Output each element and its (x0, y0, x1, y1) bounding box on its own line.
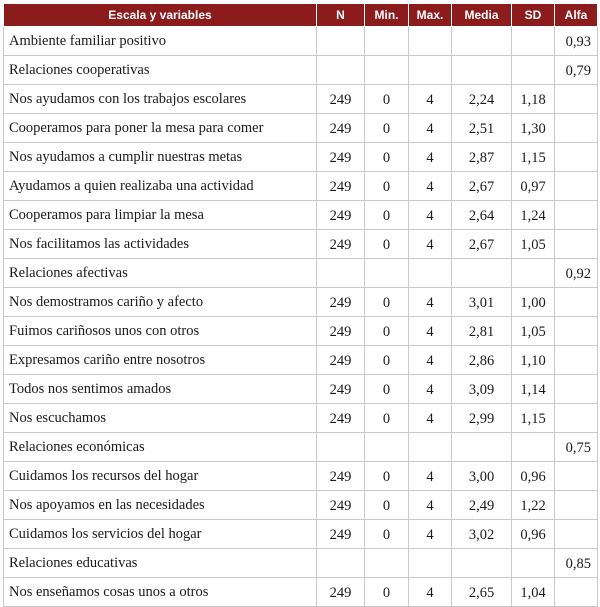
cell-media: 2,86 (452, 346, 512, 375)
cell-alfa: 0,79 (555, 56, 598, 85)
cell-n: 249 (317, 201, 365, 230)
cell-media: 3,00 (452, 462, 512, 491)
cell-label: Nos escuchamos (4, 404, 317, 433)
cell-max: 4 (409, 462, 452, 491)
cell-min (365, 259, 409, 288)
cell-alfa (555, 288, 598, 317)
cell-sd (512, 259, 555, 288)
cell-n: 249 (317, 578, 365, 607)
cell-media: 3,02 (452, 520, 512, 549)
table-row (4, 433, 598, 462)
cell-n (317, 433, 365, 462)
cell-media: 2,64 (452, 201, 512, 230)
cell-sd: 0,96 (512, 462, 555, 491)
cell-alfa (555, 317, 598, 346)
cell-media: 2,67 (452, 230, 512, 259)
cell-sd: 1,04 (512, 578, 555, 607)
cell-label: Relaciones afectivas (4, 259, 317, 288)
cell-min: 0 (365, 462, 409, 491)
cell-label: Fuimos cariñosos unos con otros (4, 317, 317, 346)
cell-min: 0 (365, 491, 409, 520)
cell-sd: 1,10 (512, 346, 555, 375)
cell-min (365, 56, 409, 85)
cell-alfa (555, 462, 598, 491)
cell-n: 249 (317, 375, 365, 404)
cell-media: 2,24 (452, 85, 512, 114)
cell-alfa (555, 201, 598, 230)
cell-max: 4 (409, 520, 452, 549)
cell-min: 0 (365, 346, 409, 375)
cell-max: 4 (409, 346, 452, 375)
cell-n (317, 259, 365, 288)
cell-min (365, 433, 409, 462)
cell-n: 249 (317, 404, 365, 433)
cell-max: 4 (409, 404, 452, 433)
cell-min: 0 (365, 404, 409, 433)
table-row (4, 230, 598, 259)
header-row (4, 4, 598, 27)
table-row (4, 288, 598, 317)
cell-sd: 1,30 (512, 114, 555, 143)
cell-sd: 1,00 (512, 288, 555, 317)
cell-min (365, 549, 409, 578)
cell-n (317, 549, 365, 578)
cell-label: Nos facilitamos las actividades (4, 230, 317, 259)
cell-min: 0 (365, 85, 409, 114)
table-row (4, 346, 598, 375)
cell-alfa (555, 85, 598, 114)
cell-n: 249 (317, 317, 365, 346)
cell-label: Relaciones cooperativas (4, 56, 317, 85)
cell-media: 2,65 (452, 578, 512, 607)
table-row (4, 549, 598, 578)
cell-sd (512, 433, 555, 462)
cell-label: Ambiente familiar positivo (4, 27, 317, 56)
table-row (4, 114, 598, 143)
cell-media (452, 549, 512, 578)
cell-media (452, 56, 512, 85)
cell-n (317, 27, 365, 56)
cell-min: 0 (365, 230, 409, 259)
cell-min: 0 (365, 317, 409, 346)
cell-max: 4 (409, 201, 452, 230)
cell-sd: 1,22 (512, 491, 555, 520)
cell-label: Cuidamos los servicios del hogar (4, 520, 317, 549)
cell-min: 0 (365, 201, 409, 230)
table-row (4, 317, 598, 346)
cell-alfa (555, 230, 598, 259)
cell-n: 249 (317, 114, 365, 143)
header-max: Max. (409, 4, 452, 27)
cell-media (452, 259, 512, 288)
cell-min: 0 (365, 172, 409, 201)
cell-sd: 1,15 (512, 143, 555, 172)
cell-n (317, 56, 365, 85)
cell-alfa (555, 404, 598, 433)
cell-sd (512, 549, 555, 578)
table-row (4, 172, 598, 201)
cell-label: Cooperamos para poner la mesa para comer (4, 114, 317, 143)
cell-alfa (555, 375, 598, 404)
cell-n: 249 (317, 85, 365, 114)
cell-min: 0 (365, 375, 409, 404)
cell-max (409, 549, 452, 578)
cell-label: Cooperamos para limpiar la mesa (4, 201, 317, 230)
cell-media: 2,51 (452, 114, 512, 143)
header-escala: Escala y variables (4, 4, 317, 27)
table-row (4, 462, 598, 491)
cell-min: 0 (365, 114, 409, 143)
table-header (4, 4, 598, 27)
cell-min: 0 (365, 520, 409, 549)
cell-alfa (555, 143, 598, 172)
cell-n: 249 (317, 491, 365, 520)
table-row (4, 143, 598, 172)
header-n: N (317, 4, 365, 27)
cell-max: 4 (409, 230, 452, 259)
cell-label: Nos ayudamos a cumplir nuestras metas (4, 143, 317, 172)
cell-alfa (555, 172, 598, 201)
cell-sd: 1,05 (512, 230, 555, 259)
table-row (4, 85, 598, 114)
cell-label: Nos enseñamos cosas unos a otros (4, 578, 317, 607)
table-row (4, 520, 598, 549)
cell-alfa: 0,85 (555, 549, 598, 578)
cell-min: 0 (365, 288, 409, 317)
cell-max: 4 (409, 491, 452, 520)
cell-n: 249 (317, 288, 365, 317)
cell-alfa (555, 520, 598, 549)
header-alfa: Alfa (555, 4, 598, 27)
cell-sd (512, 27, 555, 56)
cell-sd: 1,18 (512, 85, 555, 114)
cell-media: 2,81 (452, 317, 512, 346)
cell-max: 4 (409, 85, 452, 114)
table-row (4, 27, 598, 56)
cell-sd: 0,97 (512, 172, 555, 201)
statistics-table (3, 3, 598, 607)
cell-n: 249 (317, 462, 365, 491)
cell-media: 3,09 (452, 375, 512, 404)
cell-min: 0 (365, 143, 409, 172)
cell-sd (512, 56, 555, 85)
cell-sd: 1,14 (512, 375, 555, 404)
header-min: Min. (365, 4, 409, 27)
cell-max (409, 27, 452, 56)
cell-max: 4 (409, 288, 452, 317)
cell-alfa (555, 578, 598, 607)
cell-max (409, 56, 452, 85)
cell-label: Ayudamos a quien realizaba una actividad (4, 172, 317, 201)
cell-alfa: 0,92 (555, 259, 598, 288)
cell-media (452, 433, 512, 462)
header-media: Media (452, 4, 512, 27)
table-row (4, 56, 598, 85)
cell-max: 4 (409, 375, 452, 404)
table-row (4, 259, 598, 288)
cell-n: 249 (317, 520, 365, 549)
cell-media: 2,99 (452, 404, 512, 433)
cell-min (365, 27, 409, 56)
cell-sd: 1,05 (512, 317, 555, 346)
cell-label: Relaciones económicas (4, 433, 317, 462)
cell-max (409, 259, 452, 288)
cell-min: 0 (365, 578, 409, 607)
cell-sd: 0,96 (512, 520, 555, 549)
cell-max (409, 433, 452, 462)
cell-label: Nos ayudamos con los trabajos escolares (4, 85, 317, 114)
table-row (4, 491, 598, 520)
cell-media: 2,49 (452, 491, 512, 520)
cell-alfa (555, 346, 598, 375)
table-row (4, 404, 598, 433)
cell-media: 3,01 (452, 288, 512, 317)
cell-max: 4 (409, 143, 452, 172)
table-body (4, 27, 598, 607)
cell-sd: 1,24 (512, 201, 555, 230)
cell-max: 4 (409, 317, 452, 346)
cell-sd: 1,15 (512, 404, 555, 433)
cell-max: 4 (409, 114, 452, 143)
table-row (4, 375, 598, 404)
cell-max: 4 (409, 578, 452, 607)
cell-n: 249 (317, 230, 365, 259)
cell-max: 4 (409, 172, 452, 201)
cell-media: 2,87 (452, 143, 512, 172)
cell-n: 249 (317, 172, 365, 201)
cell-label: Relaciones educativas (4, 549, 317, 578)
cell-label: Expresamos cariño entre nosotros (4, 346, 317, 375)
cell-alfa: 0,75 (555, 433, 598, 462)
table-row (4, 578, 598, 607)
table-row (4, 201, 598, 230)
cell-label: Cuidamos los recursos del hogar (4, 462, 317, 491)
header-sd: SD (512, 4, 555, 27)
cell-n: 249 (317, 143, 365, 172)
cell-label: Todos nos sentimos amados (4, 375, 317, 404)
cell-n: 249 (317, 346, 365, 375)
cell-alfa: 0,93 (555, 27, 598, 56)
cell-label: Nos demostramos cariño y afecto (4, 288, 317, 317)
cell-label: Nos apoyamos en las necesidades (4, 491, 317, 520)
cell-media: 2,67 (452, 172, 512, 201)
cell-media (452, 27, 512, 56)
cell-alfa (555, 114, 598, 143)
cell-alfa (555, 491, 598, 520)
